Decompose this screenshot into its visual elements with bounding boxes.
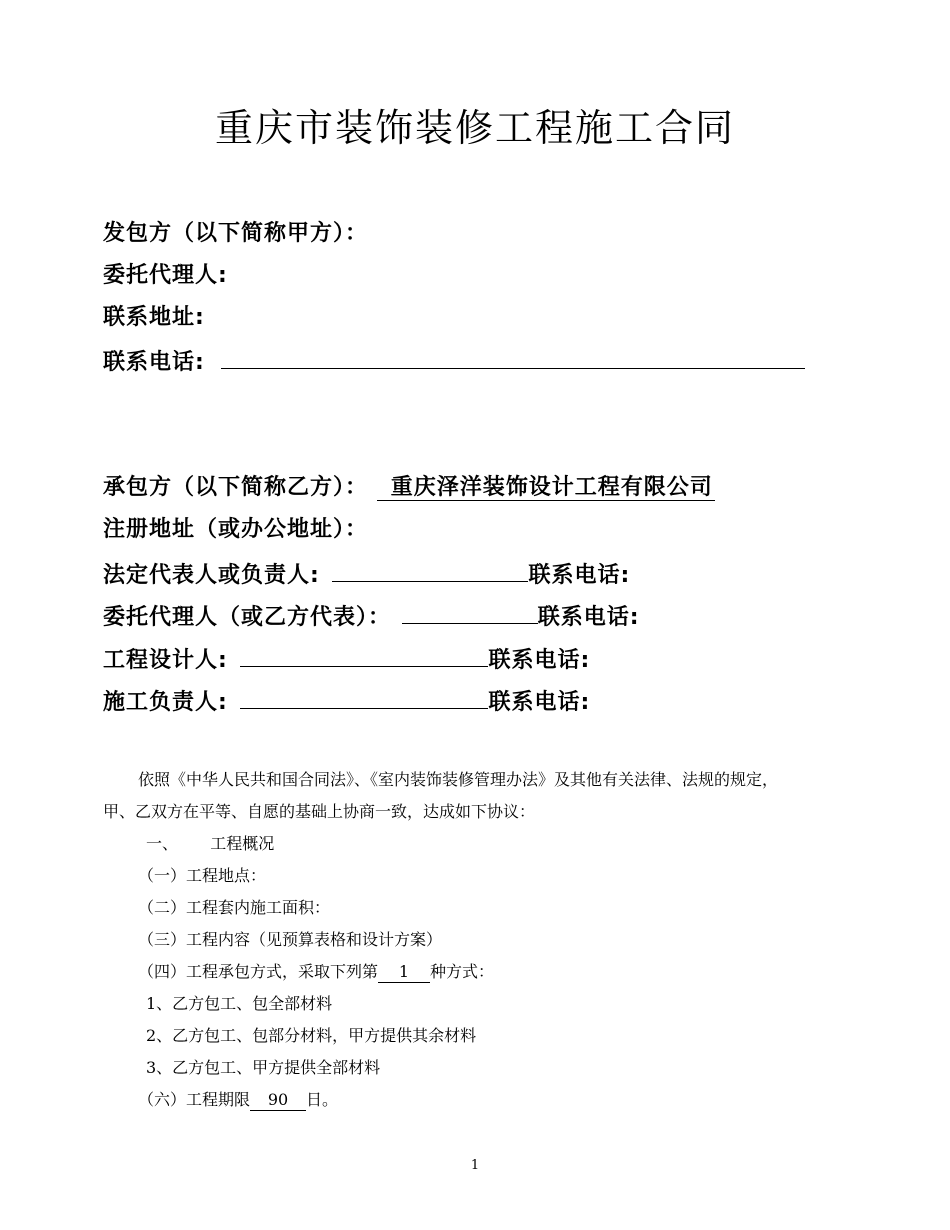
preamble-line-1: 依照《中华人民共和国合同法》、《室内装饰装修管理办法》及其他有关法律、法规的规定， bbox=[138, 770, 779, 789]
party-b-legal-rep-label: 法定代表人或负责人: bbox=[103, 563, 320, 588]
party-b-designer-blank[interactable] bbox=[240, 642, 488, 667]
section-1-title: 工程概况 bbox=[210, 834, 275, 853]
item-contract-mode-suffix: 种方式： bbox=[430, 962, 495, 981]
party-b-designer-row bbox=[103, 642, 590, 677]
party-b-legal-rep-phone-label: 联系电话: bbox=[528, 563, 631, 588]
party-a-name-label: 发包方（以下简称甲方）： bbox=[103, 221, 369, 246]
preamble-line-2: 甲、乙双方在平等、自愿的基础上协商一致，达成如下协议： bbox=[103, 802, 536, 821]
party-a-phone-row bbox=[103, 344, 805, 379]
party-b-designer-label: 工程设计人: bbox=[103, 648, 228, 673]
party-b-site-manager-phone-label: 联系电话: bbox=[488, 690, 591, 715]
item-duration bbox=[138, 1088, 338, 1112]
item-contract-mode-prefix: （四）工程承包方式，采取下列第 bbox=[138, 962, 379, 981]
party-b-agent-phone-label: 联系电话: bbox=[537, 605, 640, 630]
party-b-site-manager-blank[interactable] bbox=[240, 684, 488, 709]
section-1-number: 一、 bbox=[146, 834, 179, 853]
item-location: （一）工程地点： bbox=[138, 866, 267, 885]
item-duration-value[interactable]: 90 bbox=[250, 1090, 306, 1111]
item-duration-prefix: （六）工程期限 bbox=[138, 1090, 251, 1109]
party-a-address-label: 联系地址: bbox=[103, 305, 205, 330]
party-b-agent-blank[interactable] bbox=[402, 599, 538, 624]
party-b-address-label: 注册地址（或办公地址）： bbox=[103, 517, 369, 542]
party-b-name-label: 承包方（以下简称乙方）： bbox=[103, 475, 369, 500]
option-1: 1、乙方包工、包全部材料 bbox=[146, 994, 333, 1013]
item-contract-mode-value[interactable]: 1 bbox=[378, 962, 430, 983]
party-a-phone-label: 联系电话: bbox=[103, 350, 205, 375]
option-3: 3、乙方包工、甲方提供全部材料 bbox=[146, 1058, 381, 1077]
contract-title: 重庆市装饰装修工程施工合同 bbox=[214, 106, 735, 150]
party-b-site-manager-row bbox=[103, 684, 590, 719]
section-1-heading bbox=[146, 832, 274, 856]
party-b-legal-rep-row bbox=[103, 557, 630, 592]
party-b-designer-phone-label: 联系电话: bbox=[488, 648, 591, 673]
item-duration-suffix: 日。 bbox=[306, 1090, 339, 1109]
party-a-agent-label: 委托代理人: bbox=[103, 263, 228, 288]
party-b-agent-label: 委托代理人（或乙方代表）： bbox=[103, 605, 392, 630]
party-a-phone-blank[interactable] bbox=[221, 344, 805, 369]
party-b-name-value[interactable]: 重庆泽洋装饰设计工程有限公司 bbox=[377, 475, 715, 501]
item-area: （二）工程套内施工面积： bbox=[138, 898, 331, 917]
party-b-legal-rep-blank[interactable] bbox=[332, 557, 528, 582]
party-b-site-manager-label: 施工负责人: bbox=[103, 690, 228, 715]
party-b-agent-row bbox=[103, 599, 640, 634]
item-content: （三）工程内容（见预算表格和设计方案） bbox=[138, 930, 443, 949]
party-b-name-row bbox=[103, 472, 715, 504]
item-contract-mode bbox=[138, 960, 494, 984]
page-number: 1 bbox=[470, 1158, 480, 1173]
option-2: 2、乙方包工、包部分材料，甲方提供其余材料 bbox=[146, 1026, 477, 1045]
